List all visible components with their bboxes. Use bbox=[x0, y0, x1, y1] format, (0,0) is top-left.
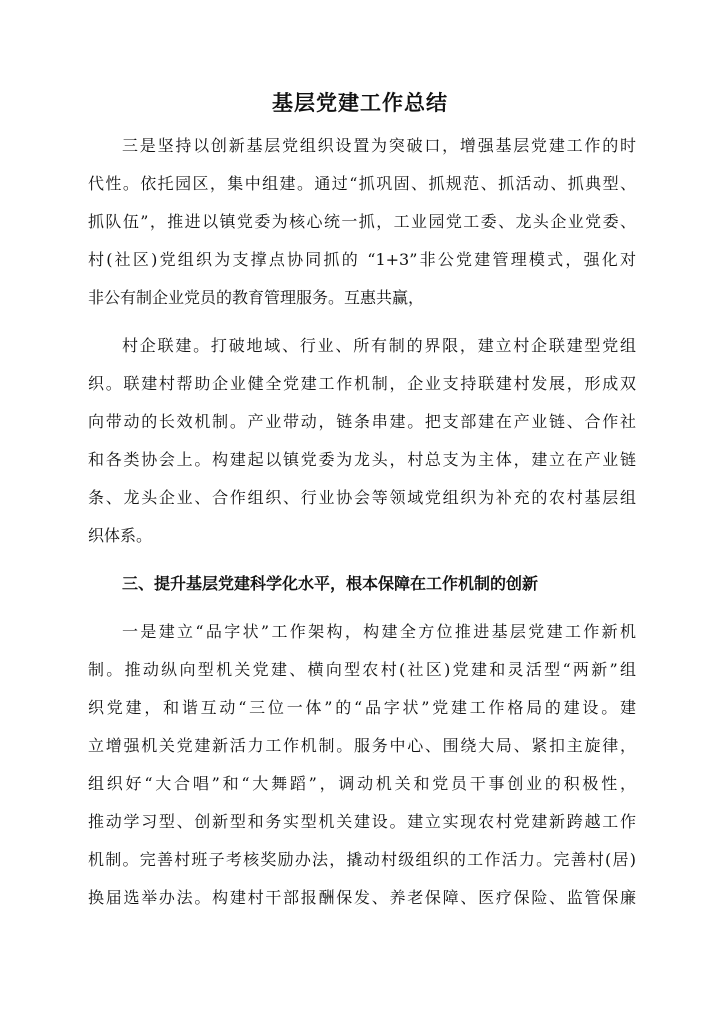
paragraph-1 bbox=[88, 127, 636, 317]
text-line: 一是建立“品字状”工作架构，构建全方位推进基层党建工作新机 bbox=[122, 622, 636, 641]
document-body bbox=[88, 127, 636, 927]
section-heading bbox=[88, 565, 636, 603]
text-line: 三是坚持以创新基层党组织设置为突破口，增强基层党建工作的时 bbox=[122, 136, 636, 155]
text-line: 组织好“大合唱”和“大舞蹈”，调动机关和党员干事创业的积极性， bbox=[88, 774, 636, 793]
text-line: 代性。依托园区，集中组建。通过“抓巩固、抓规范、抓活动、抓典型、 bbox=[88, 174, 636, 193]
text-line: 村企联建。打破地域、行业、所有制的界限，建立村企联建型党组 bbox=[122, 336, 636, 355]
text-line: 向带动的长效机制。产业带动，链条串建。把支部建在产业链、合作社 bbox=[88, 412, 636, 431]
text-line: 抓队伍”，推进以镇党委为核心统一抓，工业园党工委、龙头企业党委、 bbox=[88, 212, 636, 231]
text-line: 机制。完善村班子考核奖励办法，撬动村级组织的工作活力。完善村(居) bbox=[88, 850, 636, 869]
text-line: 立增强机关党建新活力工作机制。服务中心、围绕大局、紧扣主旋律， bbox=[88, 736, 636, 755]
paragraph-3 bbox=[88, 613, 636, 917]
text-line: 织党建，和谐互动“三位一体”的“品字状”党建工作格局的建设。建 bbox=[88, 698, 636, 717]
text-line: 织体系。 bbox=[88, 526, 153, 545]
text-line: 非公有制企业党员的教育管理服务。互惠共赢， bbox=[88, 288, 425, 307]
document-title: 基层党建工作总结 bbox=[272, 91, 448, 115]
text-line: 换届选举办法。构建村干部报酬保发、养老保障、医疗保险、监管保廉 bbox=[88, 888, 636, 907]
text-line: 推动学习型、创新型和务实型机关建设。建立实现农村党建新跨越工作 bbox=[88, 812, 636, 831]
paragraph-2 bbox=[88, 327, 636, 555]
text-line: 村(社区)党组织为支撑点协同抓的 “1+3”非公党建管理模式，强化对 bbox=[88, 250, 636, 269]
text-line: 条、龙头企业、合作组织、行业协会等领域党组织为补充的农村基层组 bbox=[88, 488, 636, 507]
text-line: 制。推动纵向型机关党建、横向型农村(社区)党建和灵活型“两新”组 bbox=[88, 660, 636, 679]
heading-line: 三、提升基层党建科学化水平，根本保障在工作机制的创新 bbox=[122, 574, 539, 593]
text-line: 和各类协会上。构建起以镇党委为龙头，村总支为主体，建立在产业链 bbox=[88, 450, 636, 469]
text-line: 织。联建村帮助企业健全党建工作机制，企业支持联建村发展，形成双 bbox=[88, 374, 636, 393]
